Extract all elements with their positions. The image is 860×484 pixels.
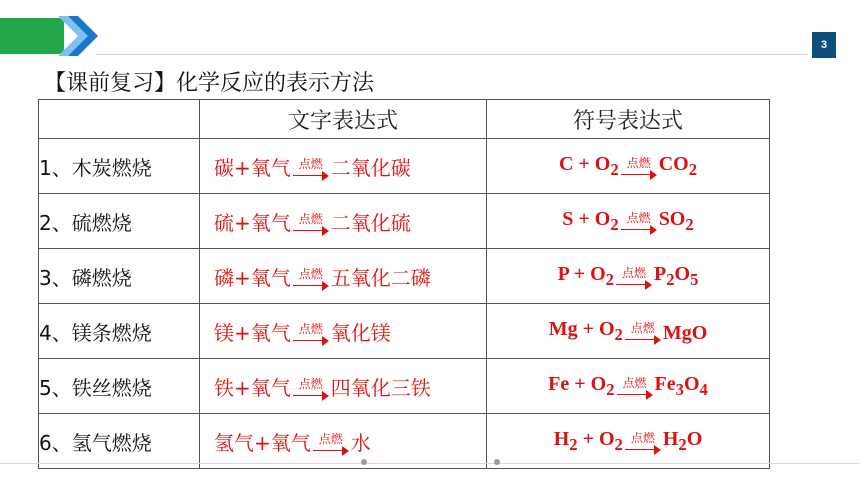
arrow-right-icon (293, 281, 329, 291)
word-expression-cell (200, 194, 487, 249)
word-product: 二氧化碳 (330, 155, 411, 180)
symbol-product: $H_2O$ (662, 427, 703, 454)
reaction-arrow (621, 211, 657, 235)
table-row (39, 414, 770, 469)
word-product: 五氧化二磷 (330, 265, 431, 290)
symbol-expression-cell (487, 249, 770, 304)
word-reactants: 铁+氧气 (214, 375, 291, 400)
symbol-expression-cell (487, 414, 770, 469)
symbol-reactants: $S + O_2$ (562, 207, 619, 234)
word-reactants: 氢气+氧气 (214, 430, 311, 455)
reaction-arrow (625, 321, 661, 345)
symbol-expression (558, 263, 699, 290)
arrow-right-icon (625, 445, 661, 455)
reaction-name: 6、氢气燃烧 (39, 414, 200, 469)
header-blank (39, 100, 200, 139)
reaction-condition: 点燃 (622, 375, 647, 390)
word-expression (200, 372, 431, 401)
symbol-expression-cell (487, 139, 770, 194)
word-expression (200, 262, 431, 291)
header-accent-bar (0, 18, 64, 54)
symbol-product: MgO (662, 321, 708, 344)
symbol-reactants: $H_2 + O_2$ (553, 427, 623, 454)
symbol-product: $Fe_3O_4$ (654, 372, 708, 399)
reaction-condition: 点燃 (630, 430, 655, 445)
reaction-condition: 点燃 (318, 431, 343, 446)
reaction-condition: 点燃 (630, 320, 655, 335)
reaction-condition: 点燃 (621, 265, 646, 280)
table-header-row (39, 100, 770, 139)
word-reactants: 碳+氧气 (214, 155, 291, 180)
reaction-arrow (625, 431, 661, 455)
reaction-condition: 点燃 (298, 321, 323, 336)
word-expression-cell (200, 414, 487, 469)
arrow-right-icon (625, 335, 661, 345)
symbol-expression (562, 208, 693, 235)
header-word-expression: 文字表达式 (200, 100, 487, 139)
arrow-right-icon (293, 391, 329, 401)
symbol-reactants: $P + O_2$ (557, 262, 614, 289)
symbol-product: $CO_2$ (658, 152, 698, 179)
arrow-right-icon (617, 390, 653, 400)
reaction-arrow (293, 212, 329, 236)
reaction-name: 5、铁丝燃烧 (39, 359, 200, 414)
footer-dot (494, 459, 500, 465)
reaction-condition: 点燃 (298, 156, 323, 171)
symbol-expression-cell (487, 194, 770, 249)
symbol-reactants: $C + O_2$ (558, 152, 619, 179)
word-expression-cell (200, 359, 487, 414)
word-product: 四氧化三铁 (330, 375, 431, 400)
reaction-arrow (293, 377, 329, 401)
word-reactants: 硫+氧气 (214, 210, 291, 235)
arrow-right-icon (293, 226, 329, 236)
header-divider (96, 54, 808, 55)
symbol-expression-cell (487, 304, 770, 359)
page-number-badge: 3 (812, 32, 836, 58)
reaction-name: 3、磷燃烧 (39, 249, 200, 304)
symbol-expression (549, 318, 708, 345)
symbol-product: $P_2O_5$ (653, 262, 699, 289)
word-reactants: 磷+氧气 (214, 265, 291, 290)
symbol-reactants: $Fe + O_2$ (548, 372, 615, 399)
reaction-condition: 点燃 (298, 211, 323, 226)
word-expression (200, 152, 411, 181)
word-expression (200, 427, 371, 456)
table-row (39, 194, 770, 249)
reaction-arrow (616, 266, 652, 290)
reaction-arrow (293, 267, 329, 291)
symbol-expression-cell (487, 359, 770, 414)
arrow-right-icon (621, 225, 657, 235)
reaction-arrow (293, 322, 329, 346)
header-symbol-expression: 符号表达式 (487, 100, 770, 139)
arrow-right-icon (616, 280, 652, 290)
reaction-condition: 点燃 (298, 266, 323, 281)
table-row (39, 249, 770, 304)
slide-heading: 【课前复习】化学反应的表示方法 (44, 71, 375, 96)
word-expression-cell (200, 304, 487, 359)
arrow-right-icon (293, 171, 329, 181)
reaction-arrow (293, 157, 329, 181)
footer-divider (0, 463, 860, 464)
symbol-expression (548, 373, 708, 400)
arrow-right-icon (313, 446, 349, 456)
word-expression (200, 317, 391, 346)
reaction-arrow (313, 432, 349, 456)
word-expression (200, 207, 411, 236)
word-expression-cell (200, 139, 487, 194)
table-row (39, 359, 770, 414)
table-row (39, 304, 770, 359)
table-row (39, 139, 770, 194)
word-product: 氧化镁 (330, 320, 391, 345)
reaction-arrow (621, 156, 657, 180)
reaction-arrow (617, 376, 653, 400)
reaction-condition: 点燃 (626, 155, 651, 170)
word-reactants: 镁+氧气 (214, 320, 291, 345)
reaction-name: 4、镁条燃烧 (39, 304, 200, 359)
reaction-name: 2、硫燃烧 (39, 194, 200, 249)
reaction-condition: 点燃 (298, 376, 323, 391)
word-product: 二氧化硫 (330, 210, 411, 235)
reaction-table (38, 99, 770, 469)
footer-dot (361, 459, 367, 465)
word-product: 水 (350, 430, 371, 455)
reaction-condition: 点燃 (626, 210, 651, 225)
symbol-product: $SO_2$ (658, 207, 694, 234)
chevron-right-icon (56, 14, 98, 58)
symbol-expression (559, 153, 697, 180)
arrow-right-icon (293, 336, 329, 346)
word-expression-cell (200, 249, 487, 304)
symbol-expression (554, 428, 703, 455)
reaction-name: 1、木炭燃烧 (39, 139, 200, 194)
arrow-right-icon (621, 170, 657, 180)
symbol-reactants: $Mg + O_2$ (548, 317, 623, 344)
